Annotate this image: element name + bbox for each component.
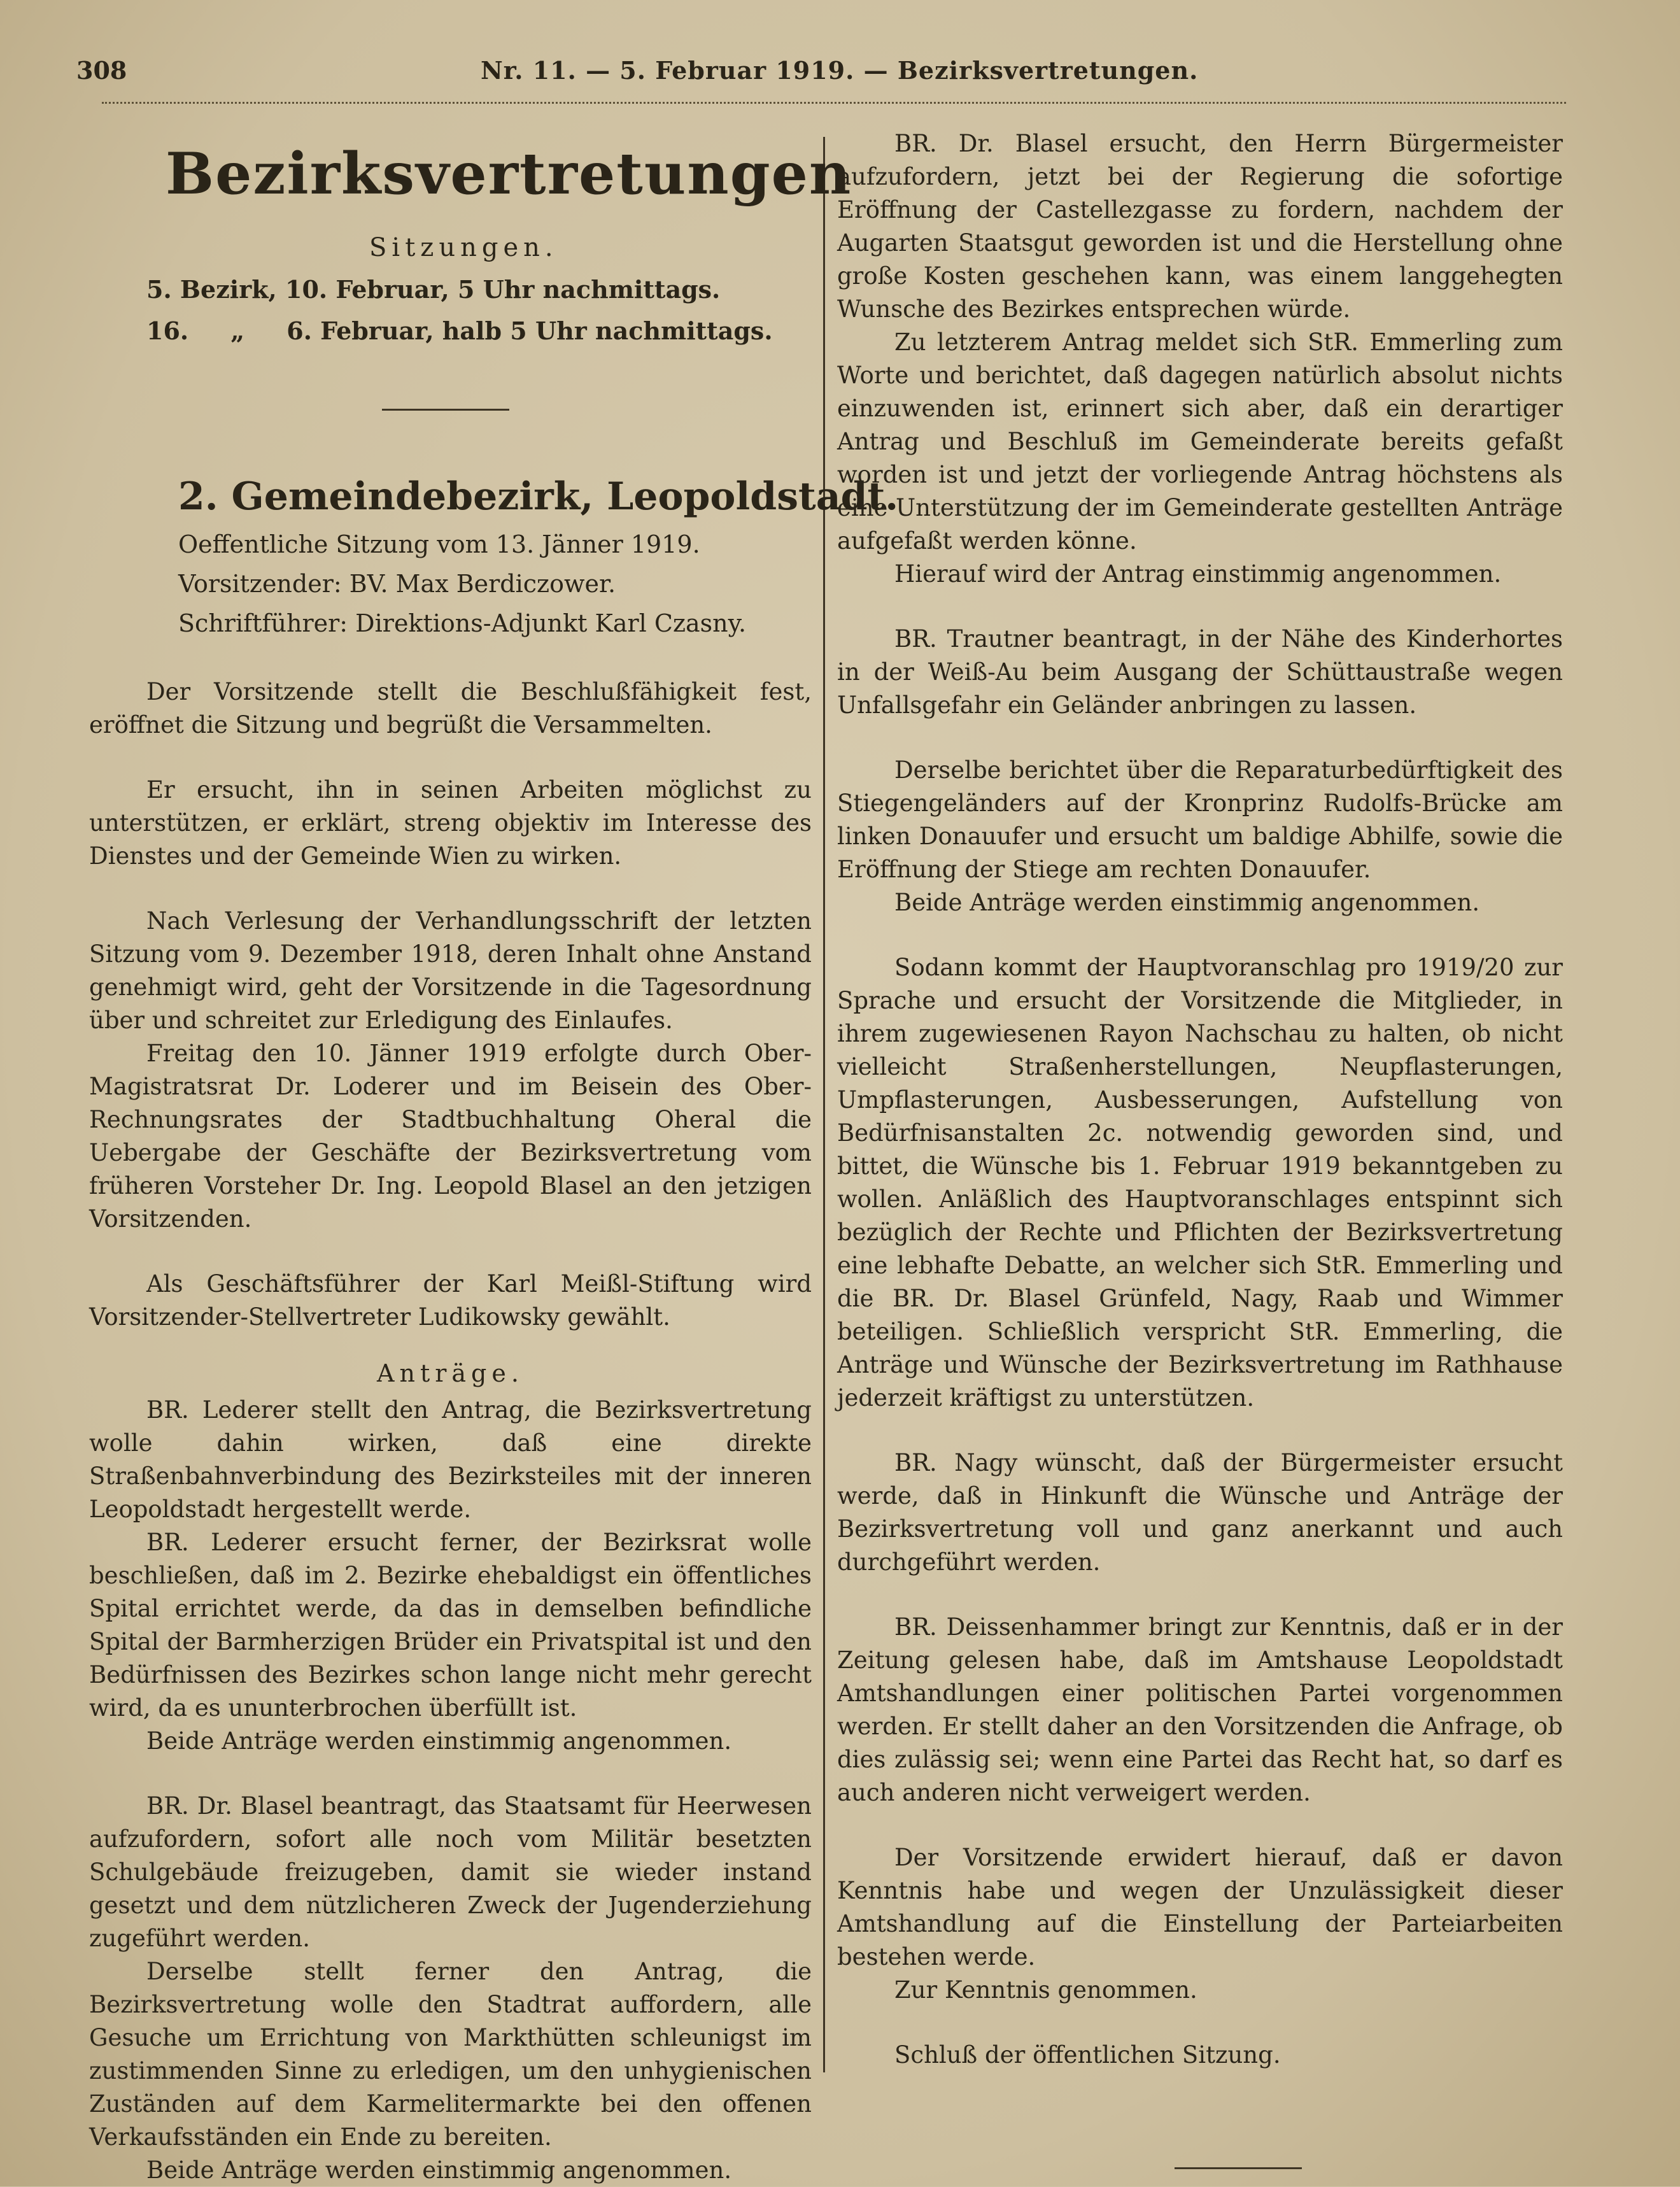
paragraph: Derselbe berichtet über die Reparaturbedürftigkeit des Stiegengeländers auf der Kronprinz Rudolfs-Brücke am linken Donauufer und ersucht um baldige Abhilfe, sowie die Eröffnung der Stiege am rechten Donauufer.	[837, 756, 1563, 883]
paragraph: Der Vorsitzende erwidert hierauf, daß er davon Kenntnis habe und wegen der Unzulässigkeit dieser Amtshandlung auf die Einstellung der Parteiarbeiten bestehen werde.	[837, 1844, 1563, 1971]
resolution-line: Beide Anträge werden einstimmig angenommen.	[894, 889, 1480, 916]
motions-heading: Anträge.	[377, 1359, 524, 1387]
column-divider	[823, 137, 825, 2072]
resolution-line: Hierauf wird der Antrag einstimmig angenommen.	[894, 560, 1502, 588]
paragraph: Zu letzterem Antrag meldet sich StR. Emmerling zum Worte und berichtet, daß dagegen natürlich absolut nichts einzuwenden ist, erinnert sich aber, daß ein derartiger Antrag und Beschluß im Gemeinderate bereits gefaßt worden ist und jetzt der vorliegende Antrag höchstens als eine Unterstützung der im Gemeinderate gestellten Anträge aufgefaßt werden könne.	[837, 329, 1563, 555]
resolution-line: Beide Anträge werden einstimmig angenommen.	[146, 2156, 732, 2184]
session-info: Oeffentliche Sitzung vom 13. Jänner 1919.	[178, 530, 700, 558]
section-heading: Bezirksvertretungen	[166, 140, 852, 208]
paragraph: BR. Nagy wünscht, daß der Bürgermeister ersucht werde, daß in Hinkunft die Wünsche und Anträge der Bezirksvertretung voll und ganz anerkannt und auch durchgeführt werden.	[837, 1449, 1563, 1576]
paragraph: BR. Trautner beantragt, in der Nähe des Kinderhortes in der Weiß-Au beim Ausgang der Schüttaustraße wegen Unfallsgefahr ein Geländer anbringen zu lassen.	[837, 625, 1563, 719]
motion-paragraph: BR. Lederer stellt den Antrag, die Bezirksvertretung wolle dahin wirken, daß eine direkte Straßenbahnverbindung des Bezirksteiles mit der inneren Leopoldstadt hergestellt werde.	[89, 1396, 812, 1523]
sessions-title: Sitzungen.	[369, 233, 558, 262]
paragraph: Der Vorsitzende stellt die Beschlußfähigkeit fest, eröffnet die Sitzung und begrüßt die Versammelten.	[89, 678, 812, 739]
paragraph: Als Geschäftsführer der Karl Meißl-Stiftung wird Vorsitzender-Stellvertreter Ludikowsky gewählt.	[89, 1270, 812, 1331]
left-column	[89, 127, 899, 2187]
paragraph: BR. Dr. Blasel ersucht, den Herrn Bürgermeister aufzufordern, jetzt bei der Regierung die sofortige Eröffnung der Castellezgasse zu fordern, nachdem der Augarten Staatsgut geworden ist und die Herstellung ohne große Kosten geschehen kann, was einem langgehegten Wunsche des Bezirkes entsprechen würde.	[837, 130, 1563, 323]
resolution-line: Beide Anträge werden einstimmig angenommen.	[146, 1727, 732, 1755]
motion-paragraph: BR. Dr. Blasel beantragt, das Staatsamt für Heerwesen aufzufordern, sofort alle noch vom Militär besetzten Schulgebäude freizugeben, damit sie wieder instand gesetzt und dem nützlicheren Zweck der Jugenderziehung zugeführt werden.	[89, 1792, 812, 1952]
separator-rule	[382, 409, 509, 411]
paragraph: BR. Deissenhammer bringt zur Kenntnis, daß er in der Zeitung gelesen habe, daß im Amtshause Leopoldstadt Amtshandlungen einer politischen Partei vorgenommen werden. Er stellt daher an den Vorsitzenden die Anfrage, ob dies zulässig sei; wenn eine Partei das Recht hat, so darf es auch anderen nicht verweigert werden.	[837, 1613, 1563, 1806]
paragraph: Sodann kommt der Hauptvoranschlag pro 1919/20 zur Sprache und ersucht der Vorsitzende die Mitglieder, in ihrem zugewiesenen Rayon Nachschau zu halten, ob nicht vielleicht Straßenherstellungen, Neupflasterungen, Umpflasterungen, Ausbesserungen, Aufstellung von Bedürfnisanstalten 2c. notwendig geworden sind, und bittet, die Wünsche bis 1. Februar 1919 bekanntgeben zu wollen. Anläßlich des Hauptvoranschlages entspinnt sich bezüglich der Rechte und Pflichten der Bezirksvertretung eine lebhafte Debatte, an welcher sich StR. Emmerling und die BR. Dr. Blasel Grünfeld, Nagy, Raab und Wimmer beteiligen. Schließlich verspricht StR. Emmerling, die Anträge und Wünsche der Bezirksvertretung im Rathhause jederzeit kräftigst zu unterstützen.	[837, 954, 1563, 1412]
closing-line: Schluß der öffentlichen Sitzung.	[894, 2041, 1281, 2069]
resolution-line: Zur Kenntnis genommen.	[894, 1976, 1197, 2004]
running-head	[0, 56, 1680, 94]
header-divider	[102, 102, 1566, 104]
motion-paragraph: BR. Lederer ersucht ferner, der Bezirksrat wolle beschließen, daß im 2. Bezirke ehebaldigst ein öffentliches Spital errichtet werde, da das in demselben befindliche Spital der Barmherzigen Brüder ein Privatspital ist und den Bedürfnissen des Bezirkes schon lange nicht mehr gerecht wird, da es ununterbrochen überfüllt ist.	[89, 1529, 812, 1722]
paragraph: Nach Verlesung der Verhandlungsschrift der letzten Sitzung vom 9. Dezember 1918, deren Inhalt ohne Anstand genehmigt wird, geht der Vorsitzende in die Tagesordnung über und schreitet zur Erledigung des Einlaufes.	[89, 907, 812, 1034]
paragraph: Er ersucht, ihn in seinen Arbeiten möglichst zu unterstützen, er erklärt, streng objektiv im Interesse des Dienstes und der Gemeinde Wien zu wirken.	[89, 776, 812, 870]
secretary-line: Schriftführer: Direktions-Adjunkt Karl Czasny.	[178, 609, 747, 637]
chairman-line: Vorsitzender: BV. Max Berdiczower.	[178, 570, 616, 598]
district-heading: 2. Gemeindebezirk, Leopoldstadt.	[178, 474, 899, 519]
end-rule	[1175, 2167, 1302, 2169]
session-line: 5. Bezirk, 10. Februar, 5 Uhr nachmittags.	[146, 275, 721, 304]
page-number: 308	[76, 56, 127, 85]
running-title: Nr. 11. — 5. Februar 1919. — Bezirksvertretungen.	[481, 56, 1199, 85]
right-column	[837, 127, 1563, 2169]
paragraph: Freitag den 10. Jänner 1919 erfolgte durch Ober-Magistratsrat Dr. Loderer und im Beisein des Ober-Rechnungsrates der Stadtbuchhaltung Oheral die Uebergabe der Geschäfte der Bezirksvertretung vom früheren Vorsteher Dr. Ing. Leopold Blasel an den jetzigen Vorsitzenden.	[89, 1040, 812, 1233]
session-line: 16. „ 6. Februar, halb 5 Uhr nachmittags.	[146, 316, 773, 345]
motion-paragraph: Derselbe stellt ferner den Antrag, die Bezirksvertretung wolle den Stadtrat auffordern, alle Gesuche um Errichtung von Markthütten schleunigst im zustimmenden Sinne zu erledigen, um den unhygienischen Zuständen auf dem Karmelitermarkte bei den offenen Verkaufsständen ein Ende zu bereiten.	[89, 1958, 812, 2151]
